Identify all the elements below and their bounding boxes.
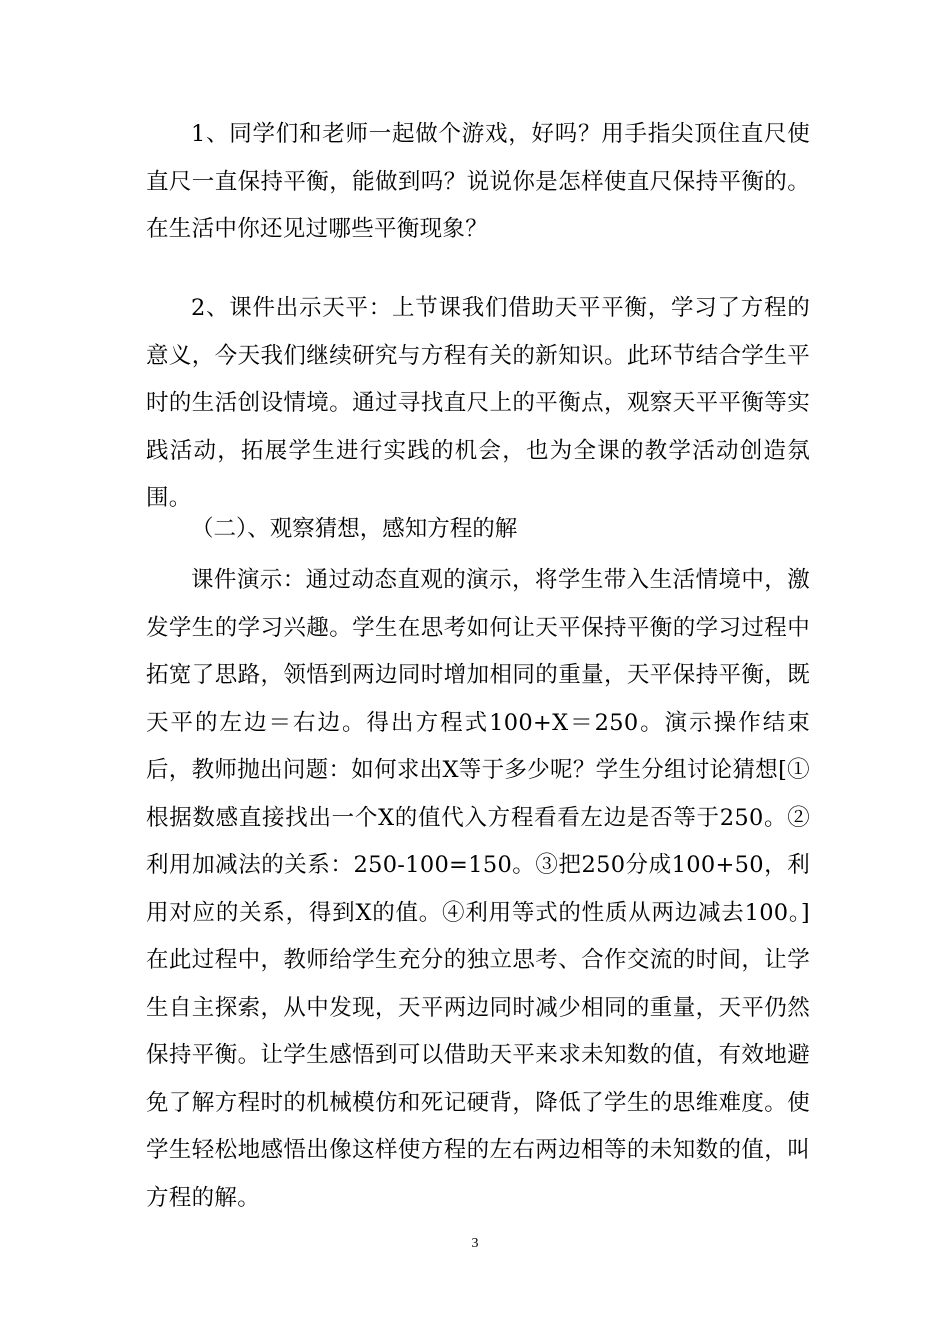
page-number: 3 [471,1236,479,1251]
section-heading: （二）、观察猜想，感知方程的解 [191,516,518,542]
paragraph-courseware-demo: 课件演示：通过动态直观的演示，将学生带入生活情境中，激发学生的学习兴趣。学生在思考如何让天平保持平衡的学习过程中拓宽了思路，领悟到两边同时增加相同的重量，天平保持平衡，既天平的左边＝右边。得出方程式100+X＝250。演示操作结束后，教师抛出问题：如何求出X等于多少呢？学生分组讨论猜想[①根据数感直接找出一个X的值代入方程看看左边是否等于250。②利用加减法的关系：250-100=150。③把250分成100+50，利用对应的关系，得到X的值。④利用等式的性质从两边减去100。]在此过程中，教师给学生充分的独立思考、合作交流的时间，让学生自主探索，从中发现，天平两边同时减少相同的重量，天平仍然保持平衡。让学生感悟到可以借助天平来求未知数的值，有效地避免了解方程时的机械模仿和死记硬背，降低了学生的思维难度。使学生轻松地感悟出像这样使方程的左右两边相等的未知数的值，叫方程的解。 [146,567,810,1211]
paragraph-game-activity: 1、同学们和老师一起做个游戏，好吗？用手指尖顶住直尺使直尺一直保持平衡，能做到吗？说说你是怎样使直尺保持平衡的。在生活中你还见过哪些平衡现象？ [146,121,810,242]
paragraph-balance-courseware: 2、课件出示天平：上节课我们借助天平平衡，学习了方程的意义，今天我们继续研究与方程有关的新知识。此环节结合学生平时的生活创设情境。通过寻找直尺上的平衡点，观察天平平衡等实践活动，拓展学生进行实践的机会，也为全课的教学活动创造氛围。 [146,295,810,511]
